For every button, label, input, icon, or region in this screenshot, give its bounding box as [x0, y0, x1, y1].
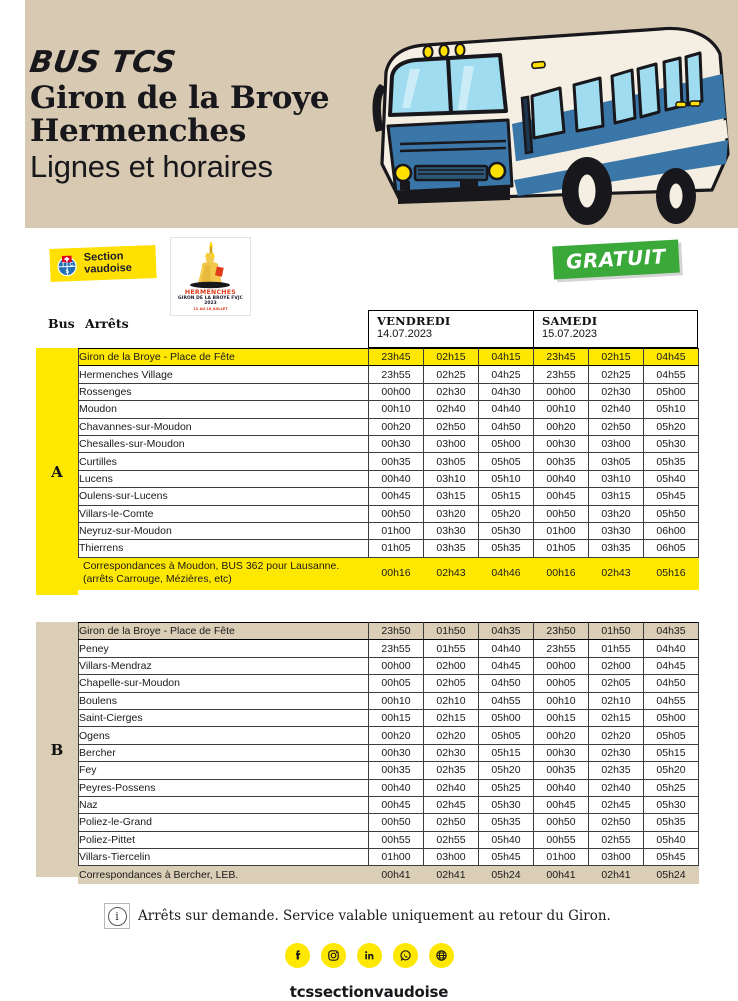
departure-time-cell: 05h20	[479, 505, 534, 522]
departure-time-cell: 03h30	[424, 522, 479, 539]
departure-time-cell: 00h45	[369, 796, 424, 813]
departure-time-cell: 00h00	[534, 383, 589, 400]
table-row	[79, 435, 699, 452]
title-block	[27, 45, 330, 184]
departure-time-cell: 04h40	[479, 401, 534, 418]
departure-time-cell: 05h35	[644, 814, 699, 831]
table-row	[79, 349, 699, 366]
event-logo-caption	[171, 289, 250, 311]
departure-time-cell: 01h05	[369, 540, 424, 557]
page-subtitle: Lignes et horaires	[30, 148, 273, 184]
tcs-section-vaudoise-logo	[49, 245, 156, 282]
event-caption-line1: HERMENCHES	[184, 288, 237, 296]
departure-time-cell: 06h05	[644, 540, 699, 557]
whatsapp-icon[interactable]	[393, 943, 418, 968]
table-row	[79, 401, 699, 418]
departure-time-cell: 02h45	[589, 796, 644, 813]
column-header-arrets: Arrêts	[85, 316, 129, 331]
departure-time-cell: 03h20	[424, 505, 479, 522]
departure-time-cell: 02h40	[589, 779, 644, 796]
table-row	[79, 366, 699, 383]
line-a-table	[78, 348, 699, 590]
departure-time-cell: 00h10	[369, 692, 424, 709]
departure-time-cell: 04h50	[644, 675, 699, 692]
departure-time-cell: 00h00	[369, 383, 424, 400]
departure-time-cell: 00h40	[369, 779, 424, 796]
departure-time-cell: 05h05	[479, 727, 534, 744]
departure-time-cell: 00h55	[534, 831, 589, 848]
linkedin-icon[interactable]	[357, 943, 382, 968]
stop-name-cell: Rossenges	[79, 383, 369, 400]
departure-time-cell: 05h40	[644, 470, 699, 487]
facebook-icon[interactable]	[285, 943, 310, 968]
stop-name-cell: Chavannes-sur-Moudon	[79, 418, 369, 435]
footer-note-text: Arrêts sur demande. Service valable uniquement au retour du Giron.	[138, 908, 611, 924]
departure-time-cell: 02h00	[424, 657, 479, 674]
table-row	[79, 657, 699, 674]
departure-time-cell: 05h16	[644, 557, 699, 589]
stop-name-cell: Poliez-le-Grand	[79, 814, 369, 831]
departure-time-cell: 04h40	[644, 640, 699, 657]
departure-time-cell: 00h30	[534, 435, 589, 452]
departure-time-cell: 23h55	[534, 366, 589, 383]
stop-name-cell: Chesalles-sur-Moudon	[79, 435, 369, 452]
stop-name-cell: Thierrens	[79, 540, 369, 557]
departure-time-cell: 23h45	[369, 349, 424, 366]
departure-time-cell: 02h20	[424, 727, 479, 744]
stop-name-cell: Giron de la Broye - Place de Fête	[79, 349, 369, 366]
departure-time-cell: 01h00	[369, 522, 424, 539]
departure-time-cell: 01h55	[589, 640, 644, 657]
table-row	[79, 470, 699, 487]
table-row	[79, 849, 699, 866]
statue-of-liberty-icon	[171, 238, 250, 294]
departure-time-cell: 05h24	[479, 866, 534, 883]
departure-time-cell: 05h30	[479, 522, 534, 539]
stop-name-cell: Poliez-Pittet	[79, 831, 369, 848]
departure-time-cell: 03h00	[424, 435, 479, 452]
table-row	[79, 709, 699, 726]
departure-time-cell: 05h25	[479, 779, 534, 796]
stop-name-cell: Naz	[79, 796, 369, 813]
table-row	[79, 762, 699, 779]
departure-time-cell: 00h45	[534, 796, 589, 813]
table-row	[79, 692, 699, 709]
departure-time-cell: 00h30	[369, 744, 424, 761]
departure-time-cell: 06h00	[644, 522, 699, 539]
departure-time-cell: 02h15	[424, 709, 479, 726]
stop-name-cell: Giron de la Broye - Place de Fête	[79, 623, 369, 640]
table-row	[79, 779, 699, 796]
table-row	[79, 488, 699, 505]
social-handle: tcssectionvaudoise	[289, 983, 449, 1001]
departure-time-cell: 02h50	[589, 814, 644, 831]
table-row	[79, 557, 699, 589]
departure-time-cell: 02h30	[589, 744, 644, 761]
departure-time-cell: 00h45	[369, 488, 424, 505]
stop-name-cell: Peyres-Possens	[79, 779, 369, 796]
departure-time-cell: 00h00	[534, 657, 589, 674]
departure-time-cell: 01h55	[424, 640, 479, 657]
departure-time-cell: 02h30	[424, 383, 479, 400]
departure-time-cell: 01h00	[534, 849, 589, 866]
departure-time-cell: 00h20	[534, 418, 589, 435]
departure-time-cell: 02h30	[424, 744, 479, 761]
website-icon[interactable]	[429, 943, 454, 968]
departure-time-cell: 03h00	[589, 849, 644, 866]
event-caption-line3: 12 AU 16 JUILLET	[193, 306, 228, 311]
departure-time-cell: 00h05	[534, 675, 589, 692]
departure-time-cell: 00h10	[534, 692, 589, 709]
giron-event-logo	[170, 237, 251, 316]
page-title-line1: Giron de la Broye	[30, 80, 330, 116]
departure-time-cell: 00h30	[369, 435, 424, 452]
stop-name-cell: Villars-Mendraz	[79, 657, 369, 674]
day-header-samedi	[533, 311, 697, 347]
departure-time-cell: 04h35	[479, 623, 534, 640]
svg-text:S: S	[65, 268, 70, 275]
departure-time-cell: 05h10	[479, 470, 534, 487]
page-title-line2: Hermenches	[30, 112, 246, 149]
table-row	[79, 623, 699, 640]
tcs-emblem-icon	[55, 252, 80, 277]
departure-time-cell: 00h50	[369, 505, 424, 522]
departure-time-cell: 04h30	[479, 383, 534, 400]
departure-time-cell: 23h55	[369, 640, 424, 657]
stop-name-cell: Villars-le-Comte	[79, 505, 369, 522]
departure-time-cell: 05h35	[479, 540, 534, 557]
departure-time-cell: 02h15	[424, 349, 479, 366]
departure-time-cell: 00h16	[369, 557, 424, 589]
departure-time-cell: 04h46	[479, 557, 534, 589]
instagram-icon[interactable]	[321, 943, 346, 968]
event-caption-line2: GIRON DE LA BROYE FVJC 2023	[178, 295, 243, 306]
stop-name-cell: Moudon	[79, 401, 369, 418]
departure-time-cell: 04h45	[479, 657, 534, 674]
table-row	[79, 418, 699, 435]
departure-time-cell: 02h05	[424, 675, 479, 692]
table-row	[79, 505, 699, 522]
departure-time-cell: 05h10	[644, 401, 699, 418]
departure-time-cell: 01h05	[534, 540, 589, 557]
departure-time-cell: 05h15	[644, 744, 699, 761]
departure-time-cell: 00h15	[534, 709, 589, 726]
stop-name-cell: Bercher	[79, 744, 369, 761]
departure-time-cell: 00h10	[534, 401, 589, 418]
departure-time-cell: 00h05	[369, 675, 424, 692]
stop-name-cell: Neyruz-sur-Moudon	[79, 522, 369, 539]
departure-time-cell: 04h55	[644, 692, 699, 709]
departure-time-cell: 00h40	[534, 779, 589, 796]
departure-time-cell: 04h45	[644, 657, 699, 674]
table-row	[79, 675, 699, 692]
departure-time-cell: 02h10	[589, 692, 644, 709]
stop-name-cell: Lucens	[79, 470, 369, 487]
bus-illustration	[360, 14, 738, 229]
day-name-vendredi: VENDREDI	[377, 314, 451, 328]
table-row	[79, 522, 699, 539]
departure-time-cell: 04h55	[644, 366, 699, 383]
departure-time-cell: 03h10	[424, 470, 479, 487]
tcs-logo-text	[84, 251, 133, 276]
departure-time-cell: 23h55	[369, 366, 424, 383]
table-row	[79, 453, 699, 470]
departure-time-cell: 02h35	[589, 762, 644, 779]
departure-time-cell: 02h25	[424, 366, 479, 383]
departure-time-cell: 00h41	[534, 866, 589, 883]
departure-time-cell: 05h35	[644, 453, 699, 470]
departure-time-cell: 02h45	[424, 796, 479, 813]
departure-time-cell: 02h50	[424, 418, 479, 435]
line-letter-b: B	[36, 622, 78, 877]
departure-time-cell: 03h30	[589, 522, 644, 539]
stop-name-cell: Correspondances à Bercher, LEB.	[79, 866, 369, 883]
departure-time-cell: 02h41	[424, 866, 479, 883]
departure-time-cell: 01h50	[424, 623, 479, 640]
departure-time-cell: 03h20	[589, 505, 644, 522]
day-column-headers	[368, 310, 698, 348]
departure-time-cell: 05h00	[479, 435, 534, 452]
gratuit-badge: GRATUIT	[552, 240, 680, 280]
departure-time-cell: 05h15	[479, 744, 534, 761]
table-row	[79, 814, 699, 831]
departure-time-cell: 02h50	[589, 418, 644, 435]
kicker-bus-tcs: BUS TCS	[27, 45, 179, 80]
table-row	[79, 383, 699, 400]
stop-name-cell: Ogens	[79, 727, 369, 744]
departure-time-cell: 02h41	[589, 866, 644, 883]
footer-note	[104, 903, 611, 929]
table-row	[79, 640, 699, 657]
departure-time-cell: 05h35	[479, 814, 534, 831]
departure-time-cell: 04h45	[644, 349, 699, 366]
departure-time-cell: 04h40	[479, 640, 534, 657]
departure-time-cell: 00h20	[534, 727, 589, 744]
stop-name-cell: Hermenches Village	[79, 366, 369, 383]
departure-time-cell: 04h50	[479, 675, 534, 692]
tcs-logo-line2: vaudoise	[83, 261, 133, 276]
departure-time-cell: 02h35	[424, 762, 479, 779]
departure-time-cell: 23h55	[534, 640, 589, 657]
table-row	[79, 796, 699, 813]
line-letter-a: A	[36, 348, 78, 595]
tcs-logo-line1: Section	[83, 249, 124, 264]
departure-time-cell: 05h40	[479, 831, 534, 848]
departure-time-cell: 00h15	[369, 709, 424, 726]
departure-time-cell: 00h35	[534, 453, 589, 470]
column-header-bus: Bus	[48, 316, 75, 331]
departure-time-cell: 03h35	[589, 540, 644, 557]
departure-time-cell: 00h45	[534, 488, 589, 505]
info-icon: i	[108, 907, 127, 926]
info-badge	[104, 903, 130, 929]
departure-time-cell: 05h20	[644, 418, 699, 435]
departure-time-cell: 02h40	[424, 401, 479, 418]
departure-time-cell: 02h43	[589, 557, 644, 589]
departure-time-cell: 00h35	[369, 762, 424, 779]
day-name-samedi: SAMEDI	[542, 314, 598, 328]
stop-name-cell: Villars-Tiercelin	[79, 849, 369, 866]
departure-time-cell: 04h15	[479, 349, 534, 366]
departure-time-cell: 05h50	[644, 505, 699, 522]
departure-time-cell: 01h00	[369, 849, 424, 866]
departure-time-cell: 01h00	[534, 522, 589, 539]
departure-time-cell: 05h30	[644, 796, 699, 813]
stop-name-cell: Correspondances à Moudon, BUS 362 pour Lausanne. (arrêts Carrouge, Mézières, etc)	[79, 557, 369, 589]
departure-time-cell: 05h45	[479, 849, 534, 866]
departure-time-cell: 23h50	[369, 623, 424, 640]
departure-time-cell: 02h55	[589, 831, 644, 848]
departure-time-cell: 05h15	[479, 488, 534, 505]
departure-time-cell: 04h50	[479, 418, 534, 435]
departure-time-cell: 00h20	[369, 418, 424, 435]
departure-time-cell: 03h05	[424, 453, 479, 470]
departure-time-cell: 00h50	[369, 814, 424, 831]
departure-time-cell: 00h00	[369, 657, 424, 674]
day-header-vendredi	[369, 311, 533, 347]
table-row	[79, 540, 699, 557]
day-date-samedi: 15.07.2023	[542, 328, 598, 341]
departure-time-cell: 02h25	[589, 366, 644, 383]
departure-time-cell: 03h15	[424, 488, 479, 505]
departure-time-cell: 02h15	[589, 709, 644, 726]
departure-time-cell: 00h16	[534, 557, 589, 589]
departure-time-cell: 02h15	[589, 349, 644, 366]
stop-name-cell: Peney	[79, 640, 369, 657]
stop-name-cell: Fey	[79, 762, 369, 779]
departure-time-cell: 05h24	[644, 866, 699, 883]
departure-time-cell: 04h35	[644, 623, 699, 640]
departure-time-cell: 04h55	[479, 692, 534, 709]
social-links-row	[0, 943, 738, 968]
table-row	[79, 744, 699, 761]
departure-time-cell: 03h00	[589, 435, 644, 452]
departure-time-cell: 05h20	[479, 762, 534, 779]
stop-name-cell: Saint-Cierges	[79, 709, 369, 726]
departure-time-cell: 02h43	[424, 557, 479, 589]
departure-time-cell: 05h00	[479, 709, 534, 726]
departure-time-cell: 00h41	[369, 866, 424, 883]
departure-time-cell: 05h30	[479, 796, 534, 813]
line-b-table	[78, 622, 699, 884]
departure-time-cell: 02h40	[424, 779, 479, 796]
departure-time-cell: 05h00	[644, 383, 699, 400]
departure-time-cell: 05h20	[644, 762, 699, 779]
departure-time-cell: 05h45	[644, 849, 699, 866]
departure-time-cell: 05h30	[644, 435, 699, 452]
departure-time-cell: 05h05	[644, 727, 699, 744]
day-date-vendredi: 14.07.2023	[377, 328, 433, 341]
departure-time-cell: 00h20	[369, 727, 424, 744]
departure-time-cell: 00h55	[369, 831, 424, 848]
departure-time-cell: 00h40	[369, 470, 424, 487]
departure-time-cell: 05h00	[644, 709, 699, 726]
stop-name-cell: Chapelle-sur-Moudon	[79, 675, 369, 692]
departure-time-cell: 03h05	[589, 453, 644, 470]
stop-name-cell: Oulens-sur-Lucens	[79, 488, 369, 505]
departure-time-cell: 05h45	[644, 488, 699, 505]
departure-time-cell: 00h35	[534, 762, 589, 779]
departure-time-cell: 03h35	[424, 540, 479, 557]
stop-name-cell: Curtilles	[79, 453, 369, 470]
departure-time-cell: 05h05	[479, 453, 534, 470]
table-row	[79, 831, 699, 848]
departure-time-cell: 02h40	[589, 401, 644, 418]
departure-time-cell: 02h50	[424, 814, 479, 831]
table-row	[79, 727, 699, 744]
departure-time-cell: 00h50	[534, 505, 589, 522]
svg-text:C: C	[69, 261, 74, 268]
departure-time-cell: 00h35	[369, 453, 424, 470]
table-row	[79, 866, 699, 883]
departure-time-cell: 03h10	[589, 470, 644, 487]
departure-time-cell: 03h15	[589, 488, 644, 505]
departure-time-cell: 00h50	[534, 814, 589, 831]
departure-time-cell: 02h10	[424, 692, 479, 709]
departure-time-cell: 00h30	[534, 744, 589, 761]
departure-time-cell: 00h40	[534, 470, 589, 487]
departure-time-cell: 02h55	[424, 831, 479, 848]
departure-time-cell: 02h00	[589, 657, 644, 674]
departure-time-cell: 23h45	[534, 349, 589, 366]
stop-name-cell: Boulens	[79, 692, 369, 709]
departure-time-cell: 02h05	[589, 675, 644, 692]
departure-time-cell: 03h00	[424, 849, 479, 866]
departure-time-cell: 00h10	[369, 401, 424, 418]
departure-time-cell: 23h50	[534, 623, 589, 640]
svg-text:T: T	[61, 261, 66, 268]
departure-time-cell: 02h30	[589, 383, 644, 400]
departure-time-cell: 05h25	[644, 779, 699, 796]
departure-time-cell: 05h40	[644, 831, 699, 848]
departure-time-cell: 04h25	[479, 366, 534, 383]
departure-time-cell: 02h20	[589, 727, 644, 744]
departure-time-cell: 01h50	[589, 623, 644, 640]
